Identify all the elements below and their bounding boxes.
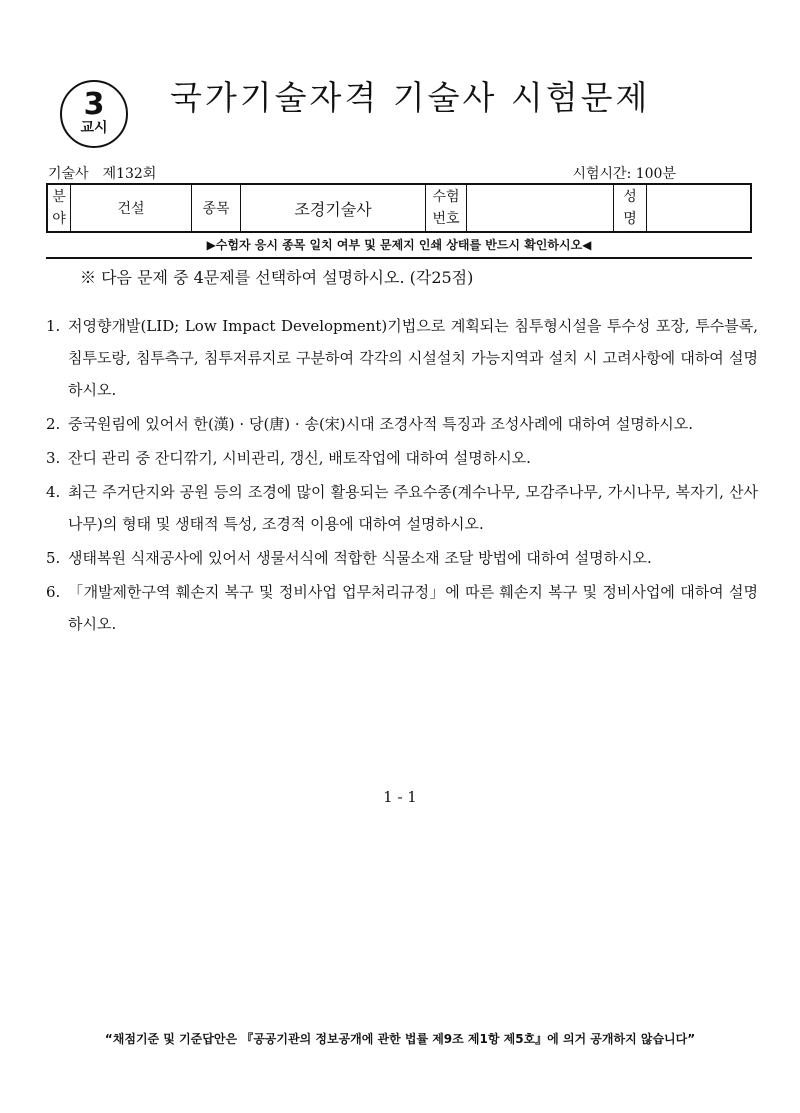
question-number: 2. xyxy=(46,415,61,433)
exam-category: 기술사 xyxy=(48,166,89,182)
question-number: 6. xyxy=(46,583,61,601)
name-label-cell xyxy=(614,184,647,232)
field-label-cell xyxy=(47,184,71,232)
question-number: 3. xyxy=(46,449,61,467)
question-number: 4. xyxy=(46,483,61,501)
notice-banner: ▶수험자 응시 종목 일치 여부 및 문제지 인쇄 상태를 반드시 확인하시오◀ xyxy=(206,238,592,252)
divider xyxy=(46,257,752,259)
exam-meta xyxy=(48,163,156,183)
question-item xyxy=(46,576,758,640)
question-item xyxy=(46,476,758,540)
question-item xyxy=(46,408,758,440)
question-list xyxy=(46,310,758,642)
question-text: 잔디 관리 중 잔디깎기, 시비관리, 갱신, 배토작업에 대하여 설명하시오. xyxy=(68,449,531,467)
name-label: 성명 xyxy=(623,189,637,227)
question-number: 1. xyxy=(46,317,61,335)
period-number: 3 xyxy=(83,87,105,122)
page-title: 국가기술자격 기술사 시험문제 xyxy=(170,78,651,117)
question-text: 「개발제한구역 훼손지 복구 및 정비사업 업무처리규정」에 따른 훼손지 복구 및 정비사업에 대하여 설명하시오. xyxy=(68,583,758,633)
question-text: 생태복원 식재공사에 있어서 생물서식에 적합한 식물소재 조달 방법에 대하여 설명하시오. xyxy=(68,549,652,567)
exam-no-label-cell xyxy=(426,184,467,232)
question-item xyxy=(46,442,758,474)
question-item xyxy=(46,310,758,406)
question-text: 최근 주거단지와 공원 등의 조경에 많이 활용되는 주요수종(계수나무, 모감주나무, 가시나무, 복자기, 산사나무)의 형태 및 생태적 특성, 조경적 이용에 대하여 설명하시오. xyxy=(68,483,758,533)
question-text: 저영향개발(LID; Low Impact Development)기법으로 계획되는 침투형시설을 투수성 포장, 투수블록, 침투도랑, 침투측구, 침투저류지로 구분하여 각각의 시설설치 가능지역과 설치 시 고려사항에 대하여 설명하시오. xyxy=(68,317,758,399)
period-label: 교시 xyxy=(80,120,108,136)
type-value: 조경기술사 xyxy=(241,184,426,232)
type-label: 종목 xyxy=(192,184,241,232)
exam-session: 제132회 xyxy=(102,166,157,182)
instruction: ※ 다음 문제 중 4문제를 선택하여 설명하시오. (각25점) xyxy=(80,268,474,287)
exam-no-field[interactable] xyxy=(467,184,614,232)
name-field[interactable] xyxy=(647,184,752,232)
exam-info-table xyxy=(46,183,752,233)
question-text: 중국원림에 있어서 한(漢) · 당(唐) · 송(宋)시대 조경사적 특징과 조성사례에 대하여 설명하시오. xyxy=(68,415,694,433)
field-value: 건설 xyxy=(71,184,192,232)
period-badge xyxy=(60,80,128,148)
exam-no-label: 수험번호 xyxy=(432,189,460,227)
question-number: 5. xyxy=(46,549,61,567)
exam-time: 시험시간: 100분 xyxy=(572,166,676,182)
footer-disclaimer: “채점기준 및 기준답안은 『공공기관의 정보공개에 관한 법률 제9조 제1항 제5호』에 의거 공개하지 않습니다” xyxy=(104,1032,696,1046)
field-label: 분야 xyxy=(52,189,66,227)
question-item xyxy=(46,542,758,574)
page-number: 1 - 1 xyxy=(383,788,417,806)
